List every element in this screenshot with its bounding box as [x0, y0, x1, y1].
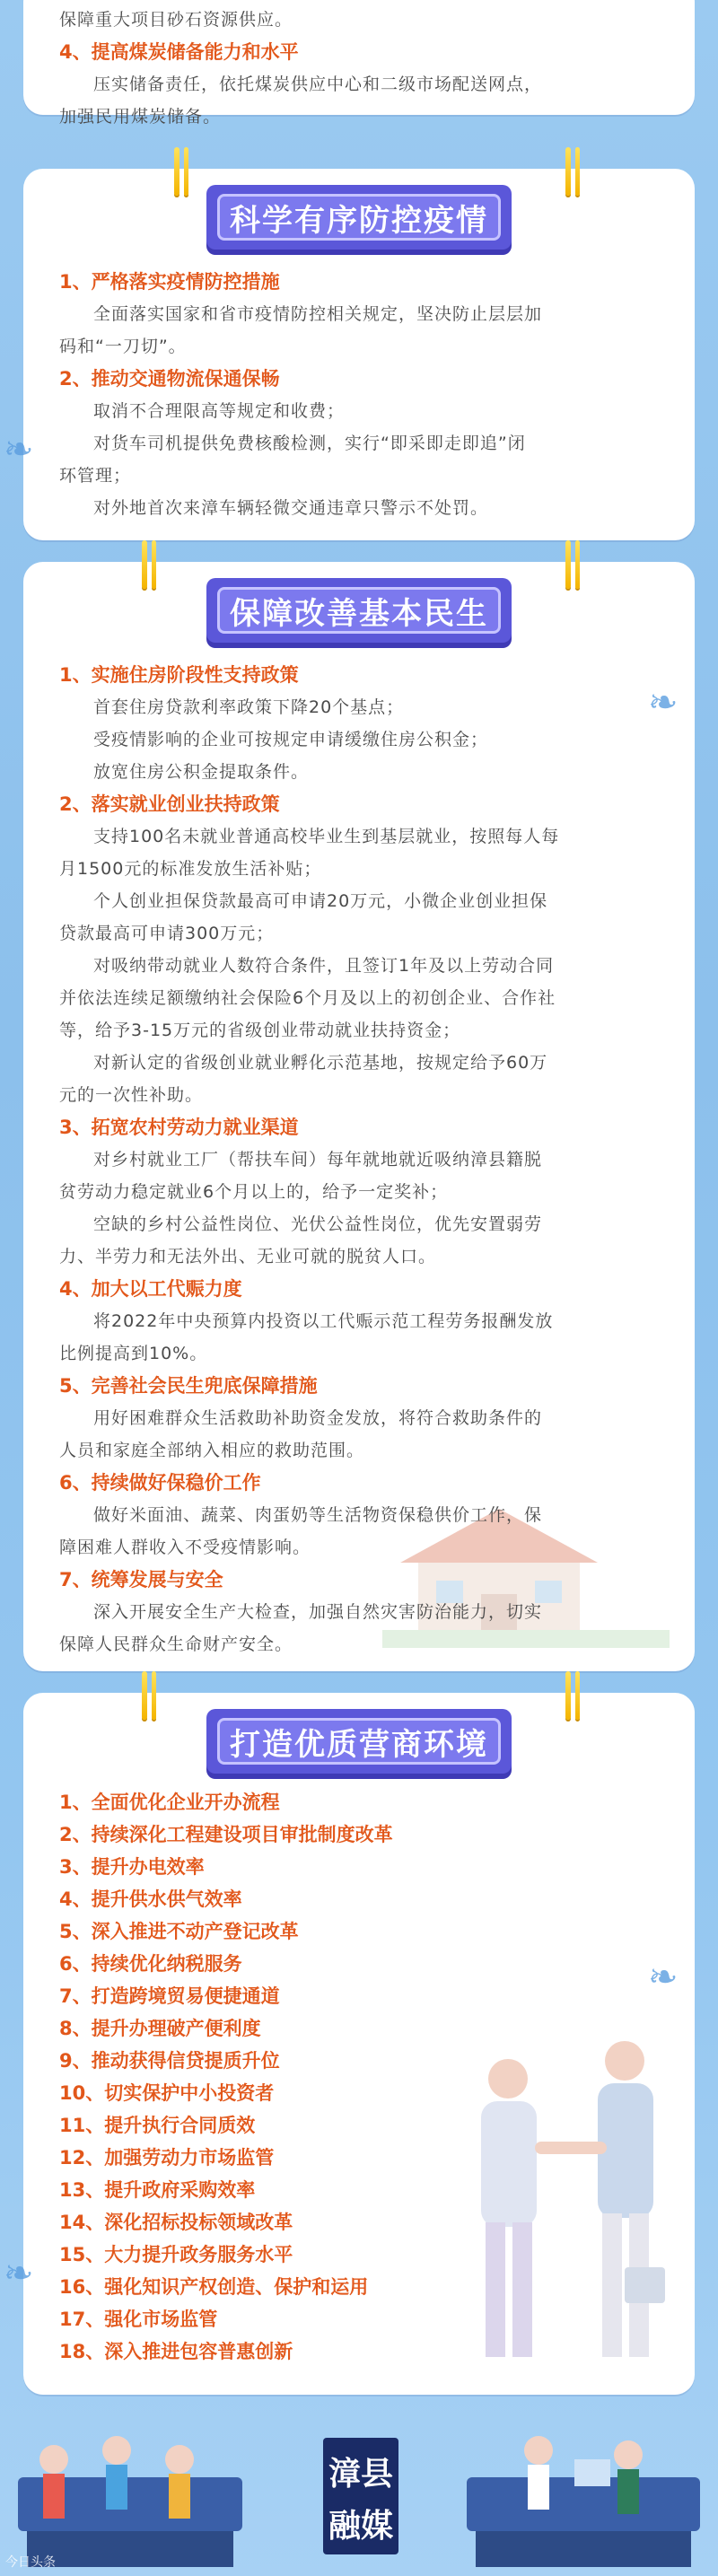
paragraph-line: 环管理；	[59, 466, 132, 486]
subheading: 3、拓宽农村劳动力就业渠道	[59, 1117, 299, 1138]
measure-item: 7、打造跨境贸易便捷通道	[59, 1985, 280, 2007]
measure-item: 13、提升政府采购效率	[59, 2179, 256, 2201]
subheading: 2、落实就业创业扶持政策	[59, 793, 280, 815]
paragraph-line: 用好困难群众生活救助补助资金发放，将符合救助条件的	[93, 1408, 543, 1428]
section-card-epidemic	[23, 169, 695, 540]
measure-item: 15、大力提升政务服务水平	[59, 2244, 293, 2265]
measure-item: 10、切实保护中小投资者	[59, 2082, 275, 2104]
paragraph-line: 贷款最高可申请300万元；	[59, 924, 275, 943]
logo-line2: 融媒	[328, 2508, 393, 2545]
subheading: 7、统筹发展与安全	[59, 1569, 223, 1590]
measure-item: 2、持续深化工程建设项目审批制度改革	[59, 1824, 393, 1845]
paragraph-line: 对外地首次来漳车辆轻微交通违章只警示不处罚。	[93, 498, 489, 518]
section-body	[23, 1693, 695, 2368]
paragraph-line: 加强民用煤炭储备。	[59, 107, 222, 127]
paragraph-line: 并依法连续足额缴纳社会保险6个月及以上的初创企业、合作社	[59, 988, 556, 1008]
paragraph-line: 支持100名未就业普通高校毕业生到基层就业，按照每人每	[93, 827, 560, 846]
logo-line1: 漳县	[328, 2456, 393, 2493]
leaf-icon: ❧	[648, 1957, 679, 1998]
paragraph-line: 深入开展安全生产大检查，加强自然灾害防治能力，切实	[93, 1602, 543, 1622]
measure-item: 18、深入推进包容普惠创新	[59, 2341, 293, 2362]
measure-item: 11、提升执行合同质效	[59, 2115, 256, 2136]
subheading: 1、严格落实疫情防控措施	[59, 271, 280, 293]
leaf-icon: ❧	[4, 2253, 34, 2294]
paragraph-line: 保障重大项目砂石资源供应。	[59, 10, 293, 30]
paragraph-line: 对吸纳带动就业人数符合条件，且签订1年及以上劳动合同	[93, 956, 555, 976]
section-card-livelihood	[23, 562, 695, 1671]
measure-item: 5、深入推进不动产登记改革	[59, 1921, 299, 1942]
measure-item: 12、加强劳动力市场监管	[59, 2147, 275, 2169]
subheading: 2、推动交通物流保通保畅	[59, 368, 280, 390]
section-body	[23, 0, 695, 133]
paragraph-line: 对货车司机提供免费核酸检测，实行“即采即走即追”闭	[93, 434, 526, 453]
paragraph-line: 等，给予3-15万元的省级创业带动就业扶持资金；	[59, 1021, 461, 1040]
subheading: 4、加大以工代赈力度	[59, 1278, 242, 1300]
paragraph-line: 月1500元的标准发放生活补贴；	[59, 859, 322, 879]
brand-logo	[323, 2438, 398, 2554]
paragraph-line: 元的一次性补助。	[59, 1085, 204, 1105]
paragraph-line: 力、半劳力和无法外出、无业可就的脱贫人口。	[59, 1247, 437, 1266]
paragraph-line: 个人创业担保贷款最高可申请20万元，小微企业创业担保	[93, 891, 548, 911]
measure-item: 3、提升办电效率	[59, 1856, 205, 1878]
paragraph-line: 对新认定的省级创业就业孵化示范基地，按规定给予60万	[93, 1053, 548, 1073]
paragraph-line: 放宽住房公积金提取条件。	[93, 762, 310, 782]
paragraph-line: 全面落实国家和省市疫情防控相关规定，坚决防止层层加	[93, 304, 543, 324]
section-body	[23, 562, 695, 1660]
paragraph-line: 保障人民群众生命财产安全。	[59, 1634, 293, 1654]
subheading: 6、持续做好保稳价工作	[59, 1472, 261, 1494]
paragraph-line: 压实储备责任，依托煤炭供应中心和二级市场配送网点，	[93, 74, 543, 94]
paragraph-line: 码和“一刀切”。	[59, 337, 187, 356]
leaf-icon: ❧	[4, 429, 34, 470]
paragraph-line: 受疫情影响的企业可按规定申请缓缴住房公积金；	[93, 730, 489, 749]
subheading: 4、提高煤炭储备能力和水平	[59, 41, 299, 63]
section-title: 保障改善基本民生	[230, 595, 488, 632]
section-title-plate	[206, 185, 512, 250]
measure-item: 9、推动获得信贷提质升位	[59, 2050, 280, 2072]
measure-item: 4、提升供水供气效率	[59, 1888, 242, 1910]
paragraph-line: 首套住房贷款利率政策下降20个基点；	[93, 697, 405, 717]
paragraph-line: 将2022年中央预算内投资以工代赈示范工程劳务报酬发放	[93, 1311, 554, 1331]
paragraph-line: 比例提高到10%。	[59, 1344, 208, 1363]
paragraph-line: 对乡村就业工厂（帮扶车间）每年就地就近吸纳漳县籍脱	[93, 1150, 543, 1170]
leaf-icon: ❧	[648, 682, 679, 723]
binder-clip-left	[174, 147, 188, 196]
measure-item: 8、提升办理破产便利度	[59, 2018, 261, 2039]
section-card-coal	[23, 0, 695, 127]
measure-item: 14、深化招标投标领域改革	[59, 2212, 293, 2233]
binder-clip-right	[565, 147, 580, 196]
paragraph-line: 人员和家庭全部纳入相应的救助范围。	[59, 1441, 365, 1460]
measure-item: 6、持续优化纳税服务	[59, 1953, 242, 1975]
paragraph-line: 取消不合理限高等规定和收费；	[93, 401, 346, 421]
paragraph-line: 障困难人群收入不受疫情影响。	[59, 1538, 311, 1557]
section-title: 科学有序防控疫情	[230, 202, 488, 239]
measure-item: 1、全面优化企业开办流程	[59, 1792, 280, 1813]
paragraph-line: 贫劳动力稳定就业6个月以上的，给予一定奖补；	[59, 1182, 449, 1202]
subheading: 1、实施住房阶段性支持政策	[59, 664, 299, 686]
paragraph-line: 空缺的乡村公益性岗位、光伏公益性岗位，优先安置弱劳	[93, 1214, 543, 1234]
watermark: 今日头条	[5, 2555, 56, 2570]
subheading: 5、完善社会民生兜底保障措施	[59, 1375, 318, 1397]
section-card-business	[23, 1693, 695, 2395]
measure-item: 17、强化市场监管	[59, 2309, 218, 2330]
paragraph-line: 做好米面油、蔬菜、肉蛋奶等生活物资保稳供价工作，保	[93, 1505, 543, 1525]
measure-item: 16、强化知识产权创造、保护和运用	[59, 2276, 369, 2298]
section-title: 打造优质营商环境	[230, 1726, 488, 1763]
